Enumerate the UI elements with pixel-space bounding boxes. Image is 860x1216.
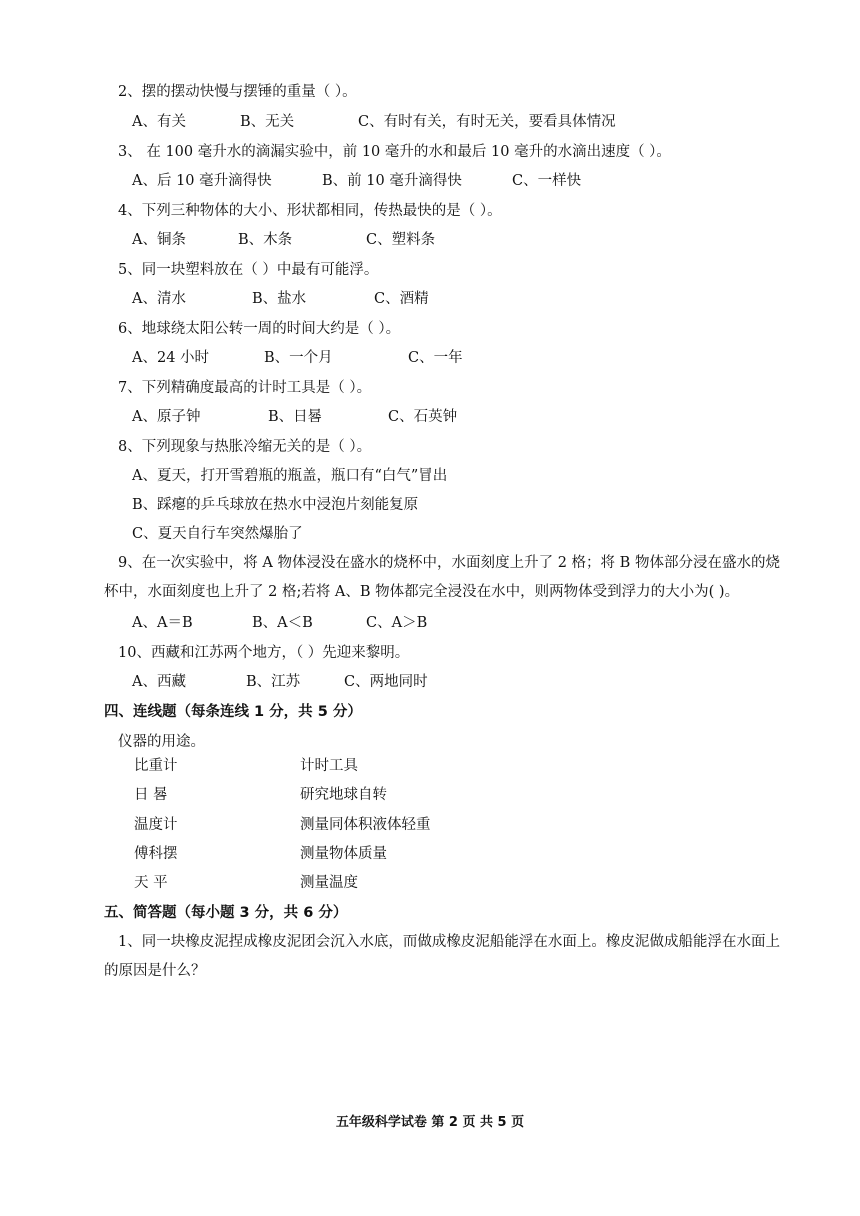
question-10-stem: 10、西藏和江苏两个地方，（ ）先迎来黎明。: [118, 645, 410, 661]
q10-option-c: C、两地同时: [344, 674, 428, 690]
matching-left-item: 比重计: [134, 758, 178, 774]
q7-option-b: B、日晷: [268, 409, 323, 425]
q7-option-c: C、石英钟: [388, 409, 458, 425]
q8-option-c: C、夏天自行车突然爆胎了: [132, 526, 303, 542]
question-6-stem: 6、地球绕太阳公转一周的时间大约是（ ）。: [118, 321, 401, 337]
q4-option-b: B、木条: [238, 232, 293, 248]
section-4-title: 四、连线题（每条连线 1 分，共 5 分）: [104, 704, 362, 720]
matching-left-item: 天 平: [134, 875, 168, 891]
q6-option-a: A、24 小时: [132, 350, 210, 366]
q4-option-a: A、铜条: [132, 232, 186, 248]
matching-right-item: 测量同体积液体轻重: [300, 817, 431, 833]
matching-right-item: 测量物体质量: [300, 846, 387, 862]
q7-option-a: A、原子钟: [132, 409, 201, 425]
question-7-stem: 7、下列精确度最高的计时工具是（ ）。: [118, 380, 372, 396]
question-9-stem: 9、在一次实验中，将 A 物体浸没在盛水的烧杯中，水面刻度上升了 2 格；将 B 物体部分浸在盛水的烧杯中，水面刻度也上升了 2 格;若将 A、B 物体都完全浸没在水中，则两物体受到浮力的大小为( )。: [104, 555, 780, 600]
section-4-intro: 仪器的用途。: [118, 734, 205, 750]
question-8-stem: 8、下列现象与热胀冷缩无关的是（ ）。: [118, 439, 372, 455]
q10-option-b: B、江苏: [246, 674, 301, 690]
matching-right-item: 计时工具: [300, 758, 358, 774]
q9-option-a: A、A＝B: [132, 615, 193, 631]
q10-option-a: A、西藏: [132, 674, 186, 690]
q5-option-a: A、清水: [132, 291, 186, 307]
matching-left-item: 温度计: [134, 817, 178, 833]
section-5-question-1: 1、同一块橡皮泥捏成橡皮泥团会沉入水底，而做成橡皮泥船能浮在水面上。橡皮泥做成船能浮在水面上的原因是什么？: [104, 934, 780, 979]
question-4-stem: 4、下列三种物体的大小、形状都相同，传热最快的是（ ）。: [118, 203, 502, 219]
q5-option-b: B、盐水: [252, 291, 307, 307]
q3-option-b: B、前 10 毫升滴得快: [322, 173, 462, 189]
q6-option-c: C、一年: [408, 350, 463, 366]
matching-right-item: 测量温度: [300, 875, 358, 891]
q6-option-b: B、一个月: [264, 350, 333, 366]
q9-option-c: C、A＞B: [366, 615, 428, 631]
q2-option-b: B、无关: [240, 114, 295, 130]
matching-left-item: 日 晷: [134, 787, 168, 803]
q2-option-c: C、有时有关，有时无关，要看具体情况: [358, 114, 616, 130]
q2-option-a: A、有关: [132, 114, 186, 130]
page-footer: 五年级科学试卷 第 2 页 共 5 页: [335, 1115, 525, 1130]
q8-option-b: B、踩瘪的乒乓球放在热水中浸泡片刻能复原: [132, 497, 419, 513]
matching-left-item: 傅科摆: [134, 846, 178, 862]
q8-option-a: A、夏天，打开雪碧瓶的瓶盖，瓶口有“白气”冒出: [132, 468, 448, 484]
q3-option-a: A、后 10 毫升滴得快: [132, 173, 272, 189]
question-5-stem: 5、同一块塑料放在（ ）中最有可能浮。: [118, 262, 379, 278]
q3-option-c: C、一样快: [512, 173, 582, 189]
section-5-title: 五、简答题（每小题 3 分，共 6 分）: [104, 905, 348, 921]
question-3-stem: 3、 在 100 毫升水的滴漏实验中，前 10 毫升的水和最后 10 毫升的水滴出速度（ ）。: [118, 144, 671, 160]
q9-option-b: B、A＜B: [252, 615, 313, 631]
question-2-stem: 2、摆的摆动快慢与摆锤的重量（ ）。: [118, 84, 357, 100]
q5-option-c: C、酒精: [374, 291, 429, 307]
q4-option-c: C、塑料条: [366, 232, 436, 248]
matching-right-item: 研究地球自转: [300, 787, 387, 803]
